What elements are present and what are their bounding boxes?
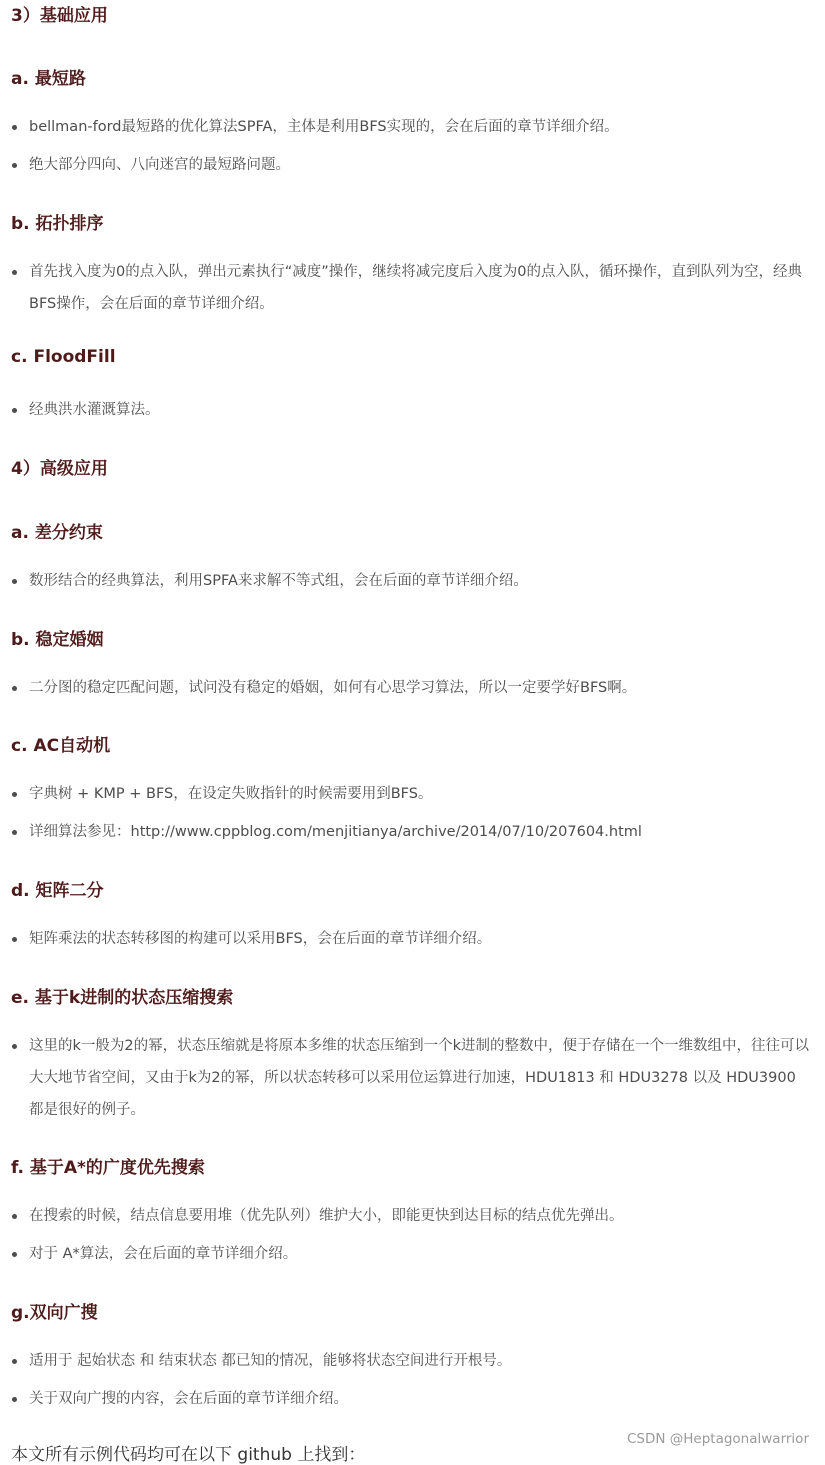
section-heading-advanced-applications: 4）高级应用 xyxy=(11,459,108,479)
list-item: 关于双向广搜的内容，会在后面的章节详细介绍。 xyxy=(29,1383,809,1415)
list-item: bellman-ford最短路的优化算法SPFA，主体是利用BFS实现的，会在后面的章节详细介绍。 xyxy=(29,111,809,143)
list-item: 数形结合的经典算法，利用SPFA来求解不等式组，会在后面的章节详细介绍。 xyxy=(29,565,809,597)
list-item-link[interactable]: 详细算法参见：http://www.cppblog.com/menjitianya/archive/2014/07/10/207604.html xyxy=(29,816,809,848)
subheading-ac-automaton: c. AC自动机 xyxy=(11,736,111,756)
list-item: 经典洪水灌溉算法。 xyxy=(29,394,809,426)
list-item: 对于 A*算法，会在后面的章节详细介绍。 xyxy=(29,1238,809,1270)
list-item: 绝大部分四向、八向迷宫的最短路问题。 xyxy=(29,149,809,181)
subheading-matrix-binary: d. 矩阵二分 xyxy=(11,881,104,901)
subheading-difference-constraints: a. 差分约束 xyxy=(11,523,103,543)
list-item: 二分图的稳定匹配问题，试问没有稳定的婚姻，如何有心思学习算法，所以一定要学好BFS啊。 xyxy=(29,672,809,704)
subheading-k-base-state-compression: e. 基于k进制的状态压缩搜索 xyxy=(11,988,234,1008)
footer-paragraph: 本文所有示例代码均可在以下 github 上找到： xyxy=(11,1445,366,1465)
subheading-stable-marriage: b. 稳定婚姻 xyxy=(11,630,104,650)
subheading-astar-bfs: f. 基于A*的广度优先搜索 xyxy=(11,1158,205,1178)
subheading-floodfill: c. FloodFill xyxy=(11,347,116,367)
list-item: 在搜索的时候，结点信息要用堆（优先队列）维护大小，即能更快到达目标的结点优先弹出。 xyxy=(29,1200,809,1232)
subheading-shortest-path: a. 最短路 xyxy=(11,69,86,89)
watermark: CSDN @Heptagonalwarrior xyxy=(626,1431,809,1447)
list-item: 这里的k一般为2的幂，状态压缩就是将原本多维的状态压缩到一个k进制的整数中，便于存储在一个一维数组中，往往可以大大地节省空间，又由于k为2的幂，所以状态转移可以采用位运算进行加速，HDU1813 和 HDU3278 以及 HDU3900 都是很好的例子。 xyxy=(29,1030,809,1126)
list-item: 适用于 起始状态 和 结束状态 都已知的情况，能够将状态空间进行开根号。 xyxy=(29,1345,809,1377)
section-heading-basic-applications: 3）基础应用 xyxy=(11,6,108,26)
list-item: 首先找入度为0的点入队，弹出元素执行“减度”操作，继续将减完度后入度为0的点入队，循环操作，直到队列为空，经典BFS操作，会在后面的章节详细介绍。 xyxy=(29,256,809,320)
subheading-bidirectional-bfs: g.双向广搜 xyxy=(11,1303,98,1323)
list-item: 字典树 + KMP + BFS，在设定失败指针的时候需要用到BFS。 xyxy=(29,778,809,810)
subheading-topological-sort: b. 拓扑排序 xyxy=(11,214,104,234)
list-item: 矩阵乘法的状态转移图的构建可以采用BFS，会在后面的章节详细介绍。 xyxy=(29,923,809,955)
